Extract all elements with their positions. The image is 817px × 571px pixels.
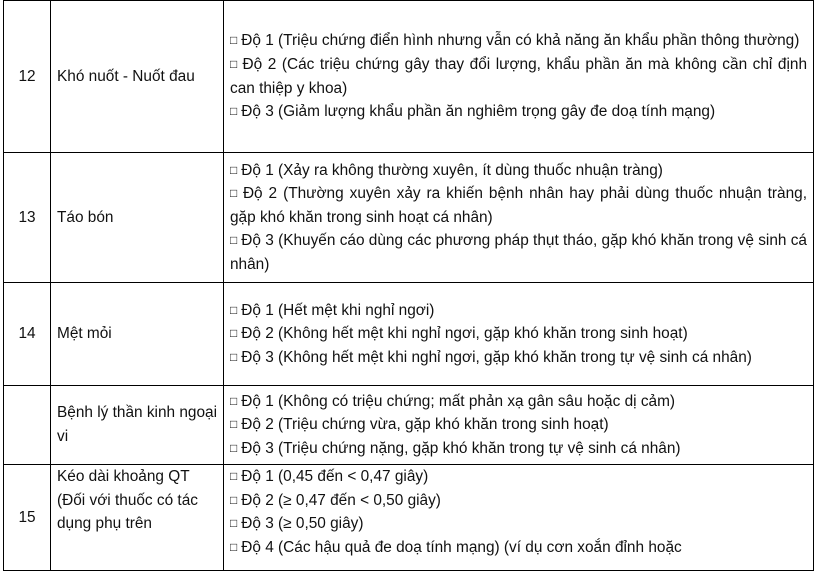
grade-item: □ Độ 1 (Hết mệt khi nghỉ ngơi) [230,301,435,319]
table-row [4,283,814,386]
table-row [4,465,814,571]
grade-cell [224,386,814,465]
grade-cell [224,283,814,386]
checkbox-icon: □ [230,302,238,317]
checkbox-icon: □ [230,104,238,119]
checkbox-icon: □ [230,162,238,177]
checkbox-icon: □ [230,33,238,48]
grade-item: □ Độ 2 (≥ 0,47 đến < 0,50 giây) [230,491,441,509]
checkbox-icon: □ [230,56,239,71]
grade-item: □ Độ 3 (≥ 0,50 giây) [230,515,364,533]
table-row [4,386,814,465]
symptom-name: Bệnh lý thần kinh ngoại vi [51,386,224,465]
symptom-name: Mệt mỏi [51,283,224,386]
row-number [4,386,51,465]
grade-item: □ Độ 4 (Các hậu quả đe doạ tính mạng) (ví dụ cơn xoắn đỉnh hoặc [230,538,682,556]
grade-item: □ Độ 3 (Không hết mệt khi nghỉ ngơi, gặp khó khăn trong tự vệ sinh cá nhân) [230,348,752,366]
checkbox-icon: □ [230,393,238,408]
row-number: 14 [4,283,51,386]
grade-item: □ Độ 3 (Khuyến cáo dùng các phương pháp thụt tháo, gặp khó khăn trong vệ sinh cá nhân) [230,232,807,273]
row-number: 15 [4,465,51,571]
checkbox-icon: □ [230,417,238,432]
grade-item: □ Độ 3 (Giảm lượng khẩu phần ăn nghiêm trọng gây đe doạ tính mạng) [230,103,716,121]
grade-item: □ Độ 1 (Triệu chứng điển hình nhưng vẫn có khả năng ăn khẩu phần thông thường) [230,32,800,50]
table-row [4,153,814,283]
checkbox-icon: □ [230,492,238,507]
symptom-name: Táo bón [51,153,224,283]
checkbox-icon: □ [230,349,238,364]
checkbox-icon: □ [230,440,238,455]
row-number: 12 [4,1,51,153]
symptom-name: Kéo dài khoảng QT (Đối với thuốc có tác dụng phụ trên [51,465,224,571]
grade-item: □ Độ 1 (0,45 đến < 0,47 giây) [230,468,429,485]
checkbox-icon: □ [230,516,238,531]
grade-cell [224,1,814,153]
checkbox-icon: □ [230,469,238,483]
symptom-name: Khó nuốt - Nuốt đau [51,1,224,153]
row-number: 13 [4,153,51,283]
table-row [4,1,814,153]
grade-item: □ Độ 1 (Xảy ra không thường xuyên, ít dùng thuốc nhuận tràng) [230,161,663,179]
checkbox-icon: □ [230,539,238,554]
grade-cell [224,153,814,283]
grade-item: □ Độ 2 (Các triệu chứng gây thay đổi lượng, khẩu phần ăn mà không cần chỉ định can thiệp y khoa) [230,55,808,97]
checkbox-icon: □ [230,233,238,248]
grade-item: □ Độ 2 (Thường xuyên xảy ra khiến bệnh nhân hay phải dùng thuốc nhuận tràng, gặp khó khăn trong sinh hoạt cá nhân) [230,185,807,226]
checkbox-icon: □ [230,326,238,341]
grade-cell [224,465,814,571]
checkbox-icon: □ [230,186,239,201]
grade-item: □ Độ 2 (Triệu chứng vừa, gặp khó khăn trong sinh hoạt) [230,416,609,434]
toxicity-grade-table [3,0,814,571]
grade-item: □ Độ 3 (Triệu chứng nặng, gặp khó khăn trong tự vệ sinh cá nhân) [230,439,681,457]
grade-item: □ Độ 1 (Không có triệu chứng; mất phản xạ gân sâu hoặc dị cảm) [230,392,676,410]
grade-item: □ Độ 2 (Không hết mệt khi nghỉ ngơi, gặp khó khăn trong sinh hoạt) [230,325,688,343]
